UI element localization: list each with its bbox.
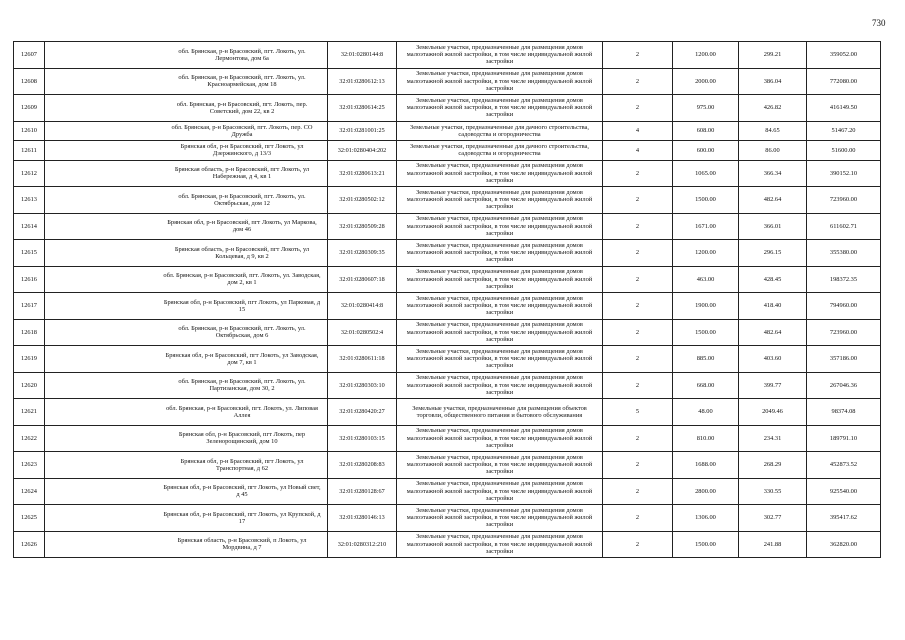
address-cell: Брянская обл, р-н Брасовский, пгт Локоть, ул Транспортная, д 62 — [45, 452, 328, 479]
cadastral-number-cell: 32:01:0280420:27 — [328, 399, 397, 426]
table-row — [14, 266, 881, 293]
use-class-cell: 4 — [603, 121, 673, 141]
table-row — [14, 68, 881, 95]
table-row — [14, 319, 881, 346]
address-cell: Брянская область, р-н Брасовский, п Локоть, ул Мордвина, д 7 — [45, 531, 328, 558]
cadastral-value-cell: 794960.00 — [807, 293, 881, 320]
land-use-cell: Земельные участки, предназначенные для размещения домов малоэтажной жилой застройки, в том числе индивидуальной жилой застройки — [397, 68, 603, 95]
specific-value-cell: 482.64 — [739, 187, 807, 214]
land-use-cell: Земельные участки, предназначенные для размещения домов малоэтажной жилой застройки, в том числе индивидуальной жилой застройки — [397, 160, 603, 187]
address-cell: обл. Брянская, р-н Брасовский, пгт. Локоть, ул. Липовая Аллея — [45, 399, 328, 426]
cadastral-value-cell: 416149.50 — [807, 95, 881, 122]
specific-value-cell: 366.01 — [739, 213, 807, 240]
area-cell: 668.00 — [673, 372, 739, 399]
address-cell: Брянская область, р-н Брасовский, пгт Локоть, ул Набережная, д 4, кв 1 — [45, 160, 328, 187]
row-id-cell: 12610 — [14, 121, 45, 141]
use-class-cell: 2 — [603, 372, 673, 399]
specific-value-cell: 299.21 — [739, 42, 807, 69]
row-id-cell: 12607 — [14, 42, 45, 69]
use-class-cell: 2 — [603, 160, 673, 187]
cadastral-number-cell: 32:01:0280208:83 — [328, 452, 397, 479]
cadastral-value-cell: 452873.52 — [807, 452, 881, 479]
row-id-cell: 12618 — [14, 319, 45, 346]
cadastral-number-cell: 32:01:0280103:15 — [328, 425, 397, 452]
area-cell: 1900.00 — [673, 293, 739, 320]
specific-value-cell: 241.88 — [739, 531, 807, 558]
specific-value-cell: 234.31 — [739, 425, 807, 452]
area-cell: 1200.00 — [673, 240, 739, 267]
cadastral-number-cell: 32:01:0280502:12 — [328, 187, 397, 214]
cadastral-number-cell: 32:01:0280509:28 — [328, 213, 397, 240]
specific-value-cell: 86.00 — [739, 141, 807, 161]
row-id-cell: 12624 — [14, 478, 45, 505]
table-row — [14, 293, 881, 320]
use-class-cell: 2 — [603, 293, 673, 320]
area-cell: 1688.00 — [673, 452, 739, 479]
cadastral-number-cell: 32:01:0280309:35 — [328, 240, 397, 267]
land-use-cell: Земельные участки, предназначенные для размещения домов малоэтажной жилой застройки, в том числе индивидуальной жилой застройки — [397, 452, 603, 479]
cadastral-value-cell: 355380.00 — [807, 240, 881, 267]
cadastral-value-cell: 362820.00 — [807, 531, 881, 558]
use-class-cell: 4 — [603, 141, 673, 161]
cadastral-value-cell: 198372.35 — [807, 266, 881, 293]
address-cell: обл. Брянская, р-н Брасовский, пгт. Локоть, пер. СО Дружба — [45, 121, 328, 141]
specific-value-cell: 296.15 — [739, 240, 807, 267]
cadastral-value-cell: 723960.00 — [807, 187, 881, 214]
use-class-cell: 2 — [603, 68, 673, 95]
use-class-cell: 2 — [603, 213, 673, 240]
address-cell: Брянская обл, р-н Брасовский, пгт Локоть, ул Заводская, дом 7, кв 1 — [45, 346, 328, 373]
area-cell: 1671.00 — [673, 213, 739, 240]
use-class-cell: 2 — [603, 452, 673, 479]
area-cell: 1306.00 — [673, 505, 739, 532]
land-use-cell: Земельные участки, предназначенные для размещения домов малоэтажной жилой застройки, в том числе индивидуальной жилой застройки — [397, 531, 603, 558]
area-cell: 600.00 — [673, 141, 739, 161]
cadastral-value-cell: 51467.20 — [807, 121, 881, 141]
land-use-cell: Земельные участки, предназначенные для размещения домов малоэтажной жилой застройки, в том числе индивидуальной жилой застройки — [397, 42, 603, 69]
row-id-cell: 12609 — [14, 95, 45, 122]
table-row — [14, 531, 881, 558]
address-cell: обл. Брянская, р-н Брасовский, пгт. Локоть, ул. Лермонтова, дом 6а — [45, 42, 328, 69]
address-cell: обл. Брянская, р-н Брасовский, пгт. Локоть, ул. Партизанская, дом 30, 2 — [45, 372, 328, 399]
table-row — [14, 452, 881, 479]
address-cell: Брянская обл, р-н Брасовский, пгт Локоть, ул Дзержинского, д 13/3 — [45, 141, 328, 161]
specific-value-cell: 366.34 — [739, 160, 807, 187]
page-number: 730 — [872, 18, 886, 28]
use-class-cell: 2 — [603, 266, 673, 293]
use-class-cell: 2 — [603, 95, 673, 122]
land-use-cell: Земельные участки, предназначенные для размещения домов малоэтажной жилой застройки, в том числе индивидуальной жилой застройки — [397, 346, 603, 373]
land-use-cell: Земельные участки, предназначенные для размещения домов малоэтажной жилой застройки, в том числе индивидуальной жилой застройки — [397, 95, 603, 122]
address-cell: обл. Брянская, р-н Брасовский, пгт. Локоть, ул. Красноармейская, дом 18 — [45, 68, 328, 95]
row-id-cell: 12623 — [14, 452, 45, 479]
area-cell: 463.00 — [673, 266, 739, 293]
cadastral-value-cell: 611602.71 — [807, 213, 881, 240]
row-id-cell: 12614 — [14, 213, 45, 240]
cadastral-number-cell: 32:01:0280502:4 — [328, 319, 397, 346]
cadastral-value-cell: 357186.00 — [807, 346, 881, 373]
cadastral-number-cell: 32:01:0280607:18 — [328, 266, 397, 293]
area-cell: 2800.00 — [673, 478, 739, 505]
land-use-cell: Земельные участки, предназначенные для размещения домов малоэтажной жилой застройки, в том числе индивидуальной жилой застройки — [397, 319, 603, 346]
cadastral-value-cell: 98374.08 — [807, 399, 881, 426]
address-cell: Брянская обл, р-н Брасовский, пгт Локоть, пер Зеленорощинский, дом 10 — [45, 425, 328, 452]
area-cell: 885.00 — [673, 346, 739, 373]
cadastral-number-cell: 32:01:0280613:21 — [328, 160, 397, 187]
area-cell: 975.00 — [673, 95, 739, 122]
address-cell: Брянская обл, р-н Брасовский, пгт Локоть, ул Крупской, д 17 — [45, 505, 328, 532]
address-cell: Брянская обл, р-н Брасовский, пгт Локоть, ул Парковая, д 15 — [45, 293, 328, 320]
cadastral-value-cell: 267046.36 — [807, 372, 881, 399]
row-id-cell: 12626 — [14, 531, 45, 558]
land-use-cell: Земельные участки, предназначенные для размещения домов малоэтажной жилой застройки, в том числе индивидуальной жилой застройки — [397, 372, 603, 399]
row-id-cell: 12616 — [14, 266, 45, 293]
specific-value-cell: 84.65 — [739, 121, 807, 141]
land-use-cell: Земельные участки, предназначенные для размещения домов малоэтажной жилой застройки, в том числе индивидуальной жилой застройки — [397, 293, 603, 320]
cadastral-number-cell: 32:01:0280614:25 — [328, 95, 397, 122]
row-id-cell: 12619 — [14, 346, 45, 373]
cadastral-value-cell: 359052.00 — [807, 42, 881, 69]
use-class-cell: 2 — [603, 425, 673, 452]
table-row — [14, 213, 881, 240]
land-use-cell: Земельные участки, предназначенные для дачного строительства, садоводства и огородничества — [397, 141, 603, 161]
table-row — [14, 346, 881, 373]
area-cell: 1200.00 — [673, 42, 739, 69]
use-class-cell: 2 — [603, 187, 673, 214]
cadastral-number-cell: 32:01:0280611:18 — [328, 346, 397, 373]
table-row — [14, 121, 881, 141]
row-id-cell: 12608 — [14, 68, 45, 95]
specific-value-cell: 330.55 — [739, 478, 807, 505]
land-use-cell: Земельные участки, предназначенные для размещения домов малоэтажной жилой застройки, в том числе индивидуальной жилой застройки — [397, 213, 603, 240]
cadastral-number-cell: 32:01:0280146:13 — [328, 505, 397, 532]
land-use-cell: Земельные участки, предназначенные для размещения домов малоэтажной жилой застройки, в том числе индивидуальной жилой застройки — [397, 266, 603, 293]
specific-value-cell: 302.77 — [739, 505, 807, 532]
cadastral-number-cell: 32:01:0281001:25 — [328, 121, 397, 141]
specific-value-cell: 399.77 — [739, 372, 807, 399]
row-id-cell: 12625 — [14, 505, 45, 532]
row-id-cell: 12611 — [14, 141, 45, 161]
area-cell: 608.00 — [673, 121, 739, 141]
table-row — [14, 187, 881, 214]
land-use-cell: Земельные участки, предназначенные для размещения домов малоэтажной жилой застройки, в том числе индивидуальной жилой застройки — [397, 425, 603, 452]
specific-value-cell: 268.29 — [739, 452, 807, 479]
area-cell: 1500.00 — [673, 319, 739, 346]
row-id-cell: 12620 — [14, 372, 45, 399]
cadastral-value-cell: 189791.10 — [807, 425, 881, 452]
row-id-cell: 12617 — [14, 293, 45, 320]
use-class-cell: 2 — [603, 531, 673, 558]
specific-value-cell: 403.60 — [739, 346, 807, 373]
land-use-cell: Земельные участки, предназначенные для размещения домов малоэтажной жилой застройки, в том числе индивидуальной жилой застройки — [397, 505, 603, 532]
land-use-cell: Земельные участки, предназначенные для размещения домов малоэтажной жилой застройки, в том числе индивидуальной жилой застройки — [397, 478, 603, 505]
cadastral-value-cell: 390152.10 — [807, 160, 881, 187]
cadastral-number-cell: 32:01:0280303:10 — [328, 372, 397, 399]
table-row — [14, 505, 881, 532]
table-row — [14, 372, 881, 399]
cadastral-number-cell: 32:01:0280144:8 — [328, 42, 397, 69]
table-row — [14, 95, 881, 122]
table-row — [14, 399, 881, 426]
cadastral-value-cell: 723960.00 — [807, 319, 881, 346]
cadastral-number-cell: 32:01:0280312:210 — [328, 531, 397, 558]
table-row — [14, 141, 881, 161]
address-cell: обл. Брянская, р-н Брасовский, пгт. Локоть, пер. Советский, дом 22, кв 2 — [45, 95, 328, 122]
land-use-cell: Земельные участки, предназначенные для размещения домов малоэтажной жилой застройки, в том числе индивидуальной жилой застройки — [397, 187, 603, 214]
use-class-cell: 2 — [603, 240, 673, 267]
use-class-cell: 2 — [603, 346, 673, 373]
cadastral-number-cell: 32:01:0280414:8 — [328, 293, 397, 320]
table-row — [14, 240, 881, 267]
area-cell: 48.00 — [673, 399, 739, 426]
area-cell: 2000.00 — [673, 68, 739, 95]
row-id-cell: 12612 — [14, 160, 45, 187]
address-cell: обл. Брянская, р-н Брасовский, пгт. Локоть, ул. Заводская, дом 2, кв 1 — [45, 266, 328, 293]
cadastral-value-cell: 51600.00 — [807, 141, 881, 161]
table-row — [14, 478, 881, 505]
row-id-cell: 12622 — [14, 425, 45, 452]
land-use-cell: Земельные участки, предназначенные для дачного строительства, садоводства и огородничества — [397, 121, 603, 141]
use-class-cell: 2 — [603, 505, 673, 532]
cadastral-value-cell: 395417.62 — [807, 505, 881, 532]
land-use-cell: Земельные участки, предназначенные для размещения объектов торговли, общественного питания и бытового обслуживания — [397, 399, 603, 426]
specific-value-cell: 2049.46 — [739, 399, 807, 426]
land-registry-table — [13, 41, 881, 558]
address-cell: обл. Брянская, р-н Брасовский, пгт. Локоть, ул. Октябрьская, дом 12 — [45, 187, 328, 214]
address-cell: Брянская область, р-н Брасовский, пгт Локоть, ул Кольцевая, д 9, кв 2 — [45, 240, 328, 267]
cadastral-number-cell: 32:01:0280404:202 — [328, 141, 397, 161]
specific-value-cell: 482.64 — [739, 319, 807, 346]
use-class-cell: 2 — [603, 319, 673, 346]
specific-value-cell: 426.82 — [739, 95, 807, 122]
area-cell: 1500.00 — [673, 531, 739, 558]
row-id-cell: 12615 — [14, 240, 45, 267]
specific-value-cell: 386.04 — [739, 68, 807, 95]
cadastral-number-cell: 32:01:0280612:13 — [328, 68, 397, 95]
area-cell: 810.00 — [673, 425, 739, 452]
row-id-cell: 12621 — [14, 399, 45, 426]
area-cell: 1500.00 — [673, 187, 739, 214]
table-row — [14, 42, 881, 69]
table-row — [14, 160, 881, 187]
address-cell: обл. Брянская, р-н Брасовский, пгт. Локоть, ул. Октябрьская, дом 6 — [45, 319, 328, 346]
specific-value-cell: 428.45 — [739, 266, 807, 293]
use-class-cell: 5 — [603, 399, 673, 426]
area-cell: 1065.00 — [673, 160, 739, 187]
land-use-cell: Земельные участки, предназначенные для размещения домов малоэтажной жилой застройки, в том числе индивидуальной жилой застройки — [397, 240, 603, 267]
address-cell: Брянская обл, р-н Брасовский, пгт Локоть, ул Новый свет, д 45 — [45, 478, 328, 505]
specific-value-cell: 418.40 — [739, 293, 807, 320]
row-id-cell: 12613 — [14, 187, 45, 214]
table-row — [14, 425, 881, 452]
table-body — [14, 42, 881, 558]
use-class-cell: 2 — [603, 478, 673, 505]
cadastral-number-cell: 32:01:0280128:67 — [328, 478, 397, 505]
cadastral-value-cell: 772080.00 — [807, 68, 881, 95]
address-cell: Брянская обл, р-н Брасовский, пгт Локоть, ул Маркова, дом 46 — [45, 213, 328, 240]
cadastral-value-cell: 925540.00 — [807, 478, 881, 505]
use-class-cell: 2 — [603, 42, 673, 69]
